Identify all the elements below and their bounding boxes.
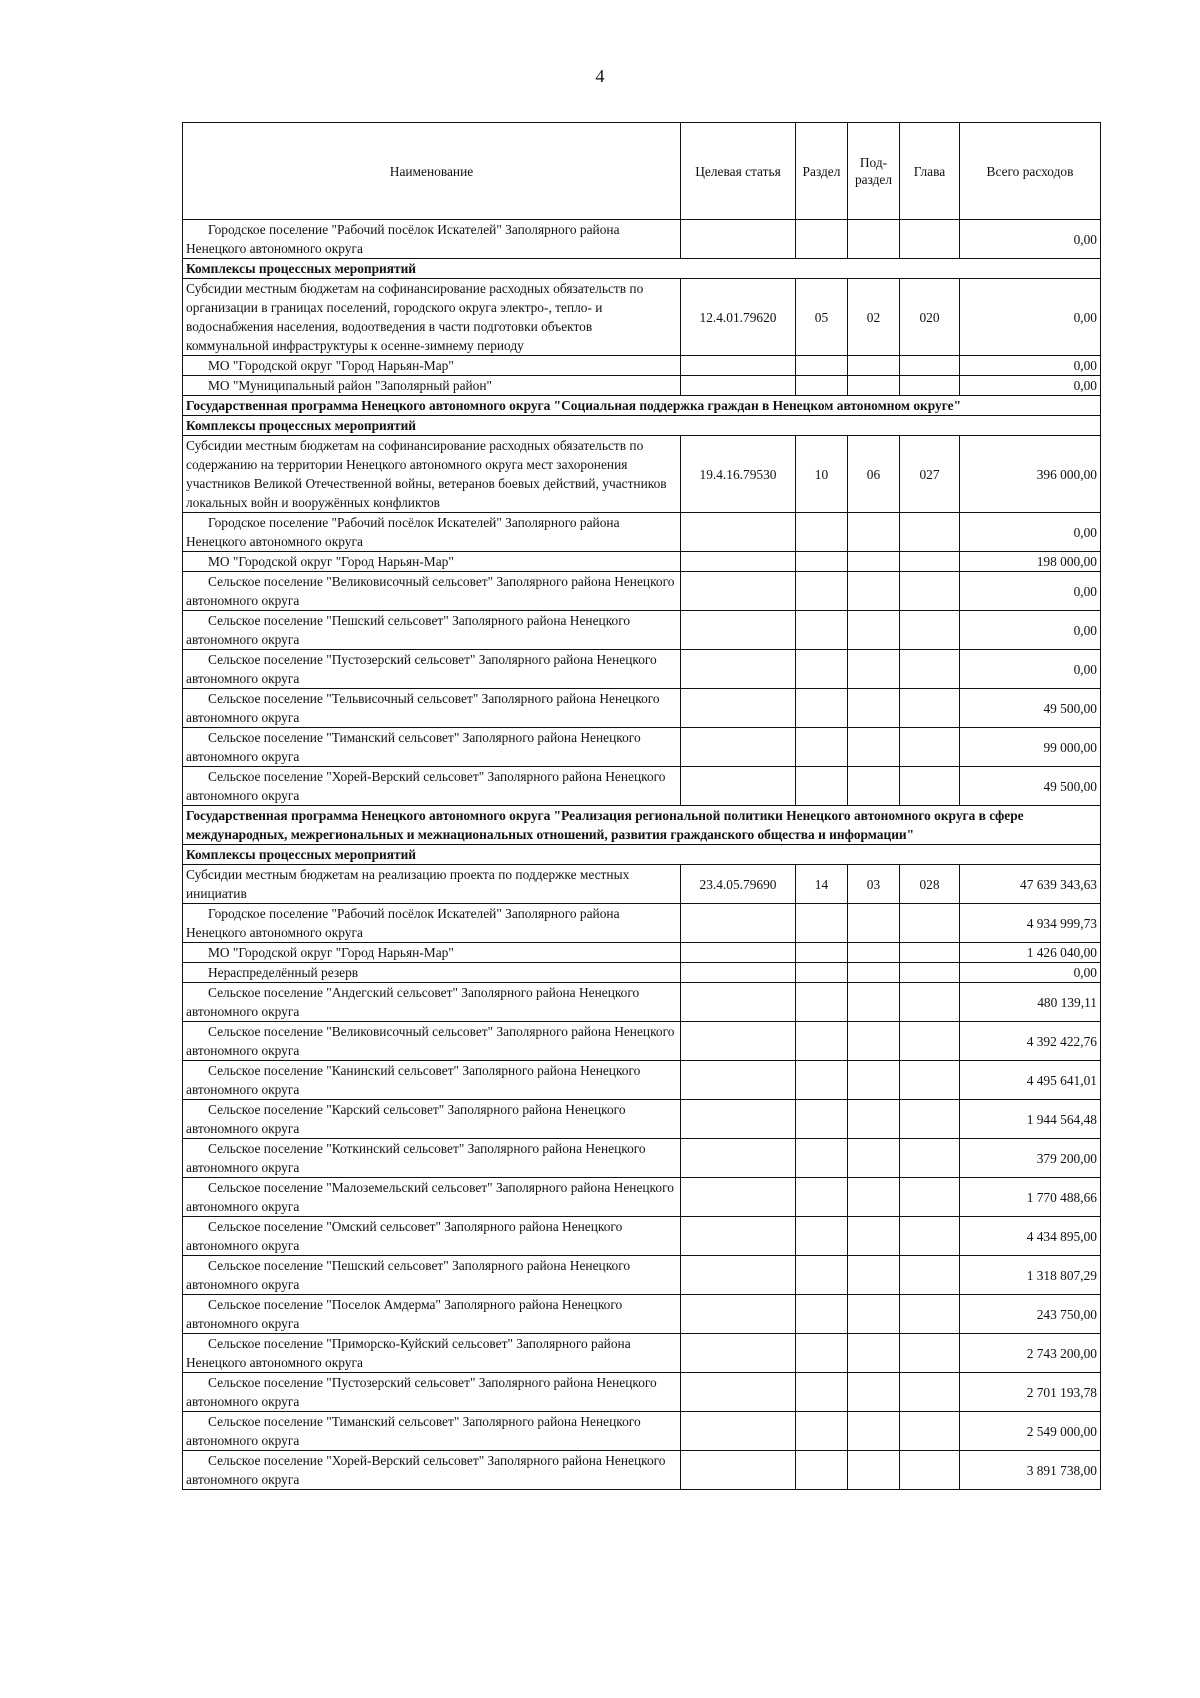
cell-subsection: 06 bbox=[848, 436, 900, 513]
section-header-text: Комплексы процессных мероприятий bbox=[183, 259, 1101, 279]
section-header-text: Комплексы процессных мероприятий bbox=[183, 416, 1101, 436]
cell-target bbox=[681, 943, 796, 963]
table-row bbox=[183, 1139, 1101, 1178]
cell-total: 1 426 040,00 bbox=[960, 943, 1101, 963]
cell-subsection bbox=[848, 1256, 900, 1295]
table-row bbox=[183, 689, 1101, 728]
cell-section bbox=[796, 356, 848, 376]
budget-table bbox=[182, 122, 1101, 1490]
cell-target bbox=[681, 1256, 796, 1295]
cell-subsection bbox=[848, 1373, 900, 1412]
cell-total: 0,00 bbox=[960, 376, 1101, 396]
cell-target bbox=[681, 904, 796, 943]
cell-target: 12.4.01.79620 bbox=[681, 279, 796, 356]
cell-chapter bbox=[900, 650, 960, 689]
cell-section bbox=[796, 1295, 848, 1334]
table-row bbox=[183, 650, 1101, 689]
cell-chapter bbox=[900, 1061, 960, 1100]
cell-name: Сельское поселение "Тельвисочный сельсовет" Заполярного района Ненецкого автономного округа bbox=[183, 689, 681, 728]
cell-total: 1 770 488,66 bbox=[960, 1178, 1101, 1217]
cell-section bbox=[796, 220, 848, 259]
cell-target bbox=[681, 611, 796, 650]
table-row bbox=[183, 376, 1101, 396]
cell-chapter bbox=[900, 1100, 960, 1139]
col-header-name: Наименование bbox=[183, 123, 681, 220]
section-header-text: Государственная программа Ненецкого автономного округа "Реализация региональной политики Ненецкого автономного округа в сфере международных, межрегиональных и межнациональных отношений, развития гражданского общества и информации" bbox=[183, 806, 1101, 845]
table-row bbox=[183, 1061, 1101, 1100]
cell-subsection bbox=[848, 904, 900, 943]
cell-chapter bbox=[900, 728, 960, 767]
cell-total: 4 392 422,76 bbox=[960, 1022, 1101, 1061]
cell-name: Сельское поселение "Пешский сельсовет" Заполярного района Ненецкого автономного округа bbox=[183, 611, 681, 650]
table-row bbox=[183, 552, 1101, 572]
cell-subsection bbox=[848, 1412, 900, 1451]
col-header-subsection: Под-раздел bbox=[848, 123, 900, 220]
col-header-chapter: Глава bbox=[900, 123, 960, 220]
cell-subsection bbox=[848, 1139, 900, 1178]
cell-target bbox=[681, 689, 796, 728]
cell-chapter bbox=[900, 767, 960, 806]
cell-name: Субсидии местным бюджетам на софинансирование расходных обязательств по организации в границах поселений, городского округа электро-, тепло- и водоснабжения населения, водоотведения в части подготовки объектов коммунальной инфраструктуры к осенне-зимнему периоду bbox=[183, 279, 681, 356]
cell-total: 2 743 200,00 bbox=[960, 1334, 1101, 1373]
cell-chapter bbox=[900, 1217, 960, 1256]
table-row bbox=[183, 1412, 1101, 1451]
cell-section bbox=[796, 689, 848, 728]
cell-name: Сельское поселение "Пустозерский сельсовет" Заполярного района Ненецкого автономного округа bbox=[183, 650, 681, 689]
cell-total: 49 500,00 bbox=[960, 767, 1101, 806]
cell-name: Сельское поселение "Коткинский сельсовет" Заполярного района Ненецкого автономного округа bbox=[183, 1139, 681, 1178]
cell-total: 1 318 807,29 bbox=[960, 1256, 1101, 1295]
cell-target: 23.4.05.79690 bbox=[681, 865, 796, 904]
table-row bbox=[183, 983, 1101, 1022]
table-row bbox=[183, 220, 1101, 259]
table-row bbox=[183, 1022, 1101, 1061]
cell-chapter bbox=[900, 983, 960, 1022]
cell-name: Городское поселение "Рабочий посёлок Искателей" Заполярного района Ненецкого автономного округа bbox=[183, 513, 681, 552]
cell-chapter bbox=[900, 220, 960, 259]
cell-target bbox=[681, 1373, 796, 1412]
table-row bbox=[183, 1100, 1101, 1139]
page-number: 4 bbox=[595, 66, 605, 86]
cell-subsection bbox=[848, 963, 900, 983]
cell-name: Сельское поселение "Тиманский сельсовет" Заполярного района Ненецкого автономного округа bbox=[183, 728, 681, 767]
table-row bbox=[183, 865, 1101, 904]
cell-section bbox=[796, 376, 848, 396]
cell-section bbox=[796, 552, 848, 572]
cell-section bbox=[796, 1061, 848, 1100]
cell-name: Сельское поселение "Великовисочный сельсовет" Заполярного района Ненецкого автономного округа bbox=[183, 572, 681, 611]
cell-target bbox=[681, 1295, 796, 1334]
cell-total: 0,00 bbox=[960, 279, 1101, 356]
table-row bbox=[183, 611, 1101, 650]
cell-total: 480 139,11 bbox=[960, 983, 1101, 1022]
cell-subsection bbox=[848, 356, 900, 376]
table-row bbox=[183, 1256, 1101, 1295]
cell-section bbox=[796, 1451, 848, 1490]
cell-total: 3 891 738,00 bbox=[960, 1451, 1101, 1490]
table-row bbox=[183, 436, 1101, 513]
cell-total: 379 200,00 bbox=[960, 1139, 1101, 1178]
cell-total: 0,00 bbox=[960, 572, 1101, 611]
cell-name: Сельское поселение "Андегский сельсовет" Заполярного района Ненецкого автономного округа bbox=[183, 983, 681, 1022]
cell-subsection bbox=[848, 1178, 900, 1217]
cell-subsection bbox=[848, 1451, 900, 1490]
cell-target bbox=[681, 983, 796, 1022]
cell-total: 243 750,00 bbox=[960, 1295, 1101, 1334]
cell-chapter bbox=[900, 356, 960, 376]
cell-subsection bbox=[848, 1217, 900, 1256]
table-row bbox=[183, 572, 1101, 611]
table-row bbox=[183, 356, 1101, 376]
cell-target bbox=[681, 1334, 796, 1373]
cell-section: 05 bbox=[796, 279, 848, 356]
cell-subsection bbox=[848, 513, 900, 552]
cell-section bbox=[796, 1178, 848, 1217]
cell-subsection bbox=[848, 1295, 900, 1334]
section-header-row bbox=[183, 806, 1101, 845]
cell-name: Городское поселение "Рабочий посёлок Искателей" Заполярного района Ненецкого автономного округа bbox=[183, 904, 681, 943]
cell-name: Сельское поселение "Пешский сельсовет" Заполярного района Ненецкого автономного округа bbox=[183, 1256, 681, 1295]
table-row bbox=[183, 1178, 1101, 1217]
cell-subsection: 03 bbox=[848, 865, 900, 904]
cell-section bbox=[796, 943, 848, 963]
cell-section bbox=[796, 1373, 848, 1412]
cell-subsection bbox=[848, 767, 900, 806]
cell-target bbox=[681, 650, 796, 689]
table-row bbox=[183, 1334, 1101, 1373]
col-header-target: Целевая статья bbox=[681, 123, 796, 220]
cell-chapter bbox=[900, 1139, 960, 1178]
cell-name: Сельское поселение "Хорей-Верский сельсовет" Заполярного района Ненецкого автономного округа bbox=[183, 1451, 681, 1490]
table-row bbox=[183, 767, 1101, 806]
cell-total: 0,00 bbox=[960, 963, 1101, 983]
cell-chapter bbox=[900, 572, 960, 611]
cell-section bbox=[796, 728, 848, 767]
cell-target: 19.4.16.79530 bbox=[681, 436, 796, 513]
cell-section bbox=[796, 1139, 848, 1178]
cell-chapter bbox=[900, 1334, 960, 1373]
cell-subsection bbox=[848, 611, 900, 650]
section-header-row bbox=[183, 845, 1101, 865]
cell-chapter bbox=[900, 1256, 960, 1295]
cell-total: 4 934 999,73 bbox=[960, 904, 1101, 943]
cell-name: Сельское поселение "Тиманский сельсовет" Заполярного района Ненецкого автономного округа bbox=[183, 1412, 681, 1451]
cell-section bbox=[796, 1256, 848, 1295]
cell-section bbox=[796, 1022, 848, 1061]
cell-total: 47 639 343,63 bbox=[960, 865, 1101, 904]
cell-name: МО "Городской округ "Город Нарьян-Мар" bbox=[183, 552, 681, 572]
cell-section bbox=[796, 767, 848, 806]
cell-chapter bbox=[900, 904, 960, 943]
cell-target bbox=[681, 1139, 796, 1178]
cell-subsection bbox=[848, 376, 900, 396]
cell-total: 99 000,00 bbox=[960, 728, 1101, 767]
cell-total: 4 434 895,00 bbox=[960, 1217, 1101, 1256]
cell-chapter bbox=[900, 689, 960, 728]
cell-section bbox=[796, 983, 848, 1022]
cell-target bbox=[681, 1022, 796, 1061]
cell-target bbox=[681, 767, 796, 806]
table-row bbox=[183, 728, 1101, 767]
section-header-row bbox=[183, 259, 1101, 279]
table-header-row bbox=[183, 123, 1101, 220]
table-row bbox=[183, 963, 1101, 983]
cell-subsection bbox=[848, 728, 900, 767]
cell-chapter: 028 bbox=[900, 865, 960, 904]
cell-chapter bbox=[900, 1412, 960, 1451]
cell-name: Субсидии местным бюджетам на реализацию проекта по поддержке местных инициатив bbox=[183, 865, 681, 904]
section-header-row bbox=[183, 416, 1101, 436]
cell-total: 0,00 bbox=[960, 356, 1101, 376]
cell-subsection: 02 bbox=[848, 279, 900, 356]
cell-subsection bbox=[848, 1100, 900, 1139]
cell-chapter bbox=[900, 963, 960, 983]
cell-chapter bbox=[900, 552, 960, 572]
cell-chapter bbox=[900, 1295, 960, 1334]
cell-total: 0,00 bbox=[960, 611, 1101, 650]
cell-target bbox=[681, 552, 796, 572]
cell-target bbox=[681, 963, 796, 983]
table-row bbox=[183, 279, 1101, 356]
cell-section: 14 bbox=[796, 865, 848, 904]
cell-target bbox=[681, 1100, 796, 1139]
cell-total: 4 495 641,01 bbox=[960, 1061, 1101, 1100]
cell-target bbox=[681, 1217, 796, 1256]
cell-subsection bbox=[848, 1022, 900, 1061]
cell-total: 198 000,00 bbox=[960, 552, 1101, 572]
cell-target bbox=[681, 376, 796, 396]
cell-name: Городское поселение "Рабочий посёлок Искателей" Заполярного района Ненецкого автономного округа bbox=[183, 220, 681, 259]
cell-chapter bbox=[900, 376, 960, 396]
cell-subsection bbox=[848, 689, 900, 728]
table-row bbox=[183, 943, 1101, 963]
section-header-text: Комплексы процессных мероприятий bbox=[183, 845, 1101, 865]
cell-chapter bbox=[900, 513, 960, 552]
cell-subsection bbox=[848, 1061, 900, 1100]
section-header-row bbox=[183, 396, 1101, 416]
cell-subsection bbox=[848, 983, 900, 1022]
cell-section bbox=[796, 1217, 848, 1256]
cell-subsection bbox=[848, 1334, 900, 1373]
cell-total: 2 701 193,78 bbox=[960, 1373, 1101, 1412]
cell-chapter bbox=[900, 1373, 960, 1412]
cell-subsection bbox=[848, 650, 900, 689]
table-row bbox=[183, 904, 1101, 943]
cell-name: Сельское поселение "Малоземельский сельсовет" Заполярного района Ненецкого автономного округа bbox=[183, 1178, 681, 1217]
table-row bbox=[183, 1451, 1101, 1490]
cell-name: Сельское поселение "Канинский сельсовет" Заполярного района Ненецкого автономного округа bbox=[183, 1061, 681, 1100]
cell-total: 0,00 bbox=[960, 513, 1101, 552]
cell-section bbox=[796, 963, 848, 983]
cell-chapter: 027 bbox=[900, 436, 960, 513]
cell-name: МО "Городской округ "Город Нарьян-Мар" bbox=[183, 943, 681, 963]
cell-total: 49 500,00 bbox=[960, 689, 1101, 728]
cell-subsection bbox=[848, 220, 900, 259]
cell-name: Субсидии местным бюджетам на софинансирование расходных обязательств по содержанию на территории Ненецкого автономного округа мест захоронения участников Великой Отечественной войны, ветеранов боевых действий, участников локальных войн и вооружённых конфликтов bbox=[183, 436, 681, 513]
cell-name: Сельское поселение "Поселок Амдерма" Заполярного района Ненецкого автономного округа bbox=[183, 1295, 681, 1334]
cell-target bbox=[681, 356, 796, 376]
cell-chapter bbox=[900, 1178, 960, 1217]
cell-chapter bbox=[900, 1451, 960, 1490]
cell-chapter bbox=[900, 1022, 960, 1061]
table-row bbox=[183, 1295, 1101, 1334]
col-header-total: Всего расходов bbox=[960, 123, 1101, 220]
cell-chapter bbox=[900, 611, 960, 650]
cell-target bbox=[681, 1178, 796, 1217]
cell-section bbox=[796, 572, 848, 611]
cell-section bbox=[796, 513, 848, 552]
cell-name: Сельское поселение "Омский сельсовет" Заполярного района Ненецкого автономного округа bbox=[183, 1217, 681, 1256]
cell-target bbox=[681, 572, 796, 611]
col-header-section: Раздел bbox=[796, 123, 848, 220]
cell-name: МО "Городской округ "Город Нарьян-Мар" bbox=[183, 356, 681, 376]
cell-chapter bbox=[900, 943, 960, 963]
table-body bbox=[183, 220, 1101, 1490]
table-row bbox=[183, 1217, 1101, 1256]
cell-target bbox=[681, 1061, 796, 1100]
cell-target bbox=[681, 1451, 796, 1490]
cell-target bbox=[681, 728, 796, 767]
cell-target bbox=[681, 220, 796, 259]
cell-target bbox=[681, 1412, 796, 1451]
cell-section bbox=[796, 1100, 848, 1139]
cell-section bbox=[796, 904, 848, 943]
cell-total: 2 549 000,00 bbox=[960, 1412, 1101, 1451]
cell-section bbox=[796, 1334, 848, 1373]
cell-name: МО "Муниципальный район "Заполярный район" bbox=[183, 376, 681, 396]
table-row bbox=[183, 513, 1101, 552]
cell-name: Сельское поселение "Пустозерский сельсовет" Заполярного района Ненецкого автономного округа bbox=[183, 1373, 681, 1412]
cell-name: Нераспределённый резерв bbox=[183, 963, 681, 983]
cell-total: 396 000,00 bbox=[960, 436, 1101, 513]
section-header-text: Государственная программа Ненецкого автономного округа "Социальная поддержка граждан в Ненецком автономном округе" bbox=[183, 396, 1101, 416]
cell-total: 0,00 bbox=[960, 220, 1101, 259]
cell-name: Сельское поселение "Карский сельсовет" Заполярного района Ненецкого автономного округа bbox=[183, 1100, 681, 1139]
cell-chapter: 020 bbox=[900, 279, 960, 356]
table-row bbox=[183, 1373, 1101, 1412]
cell-subsection bbox=[848, 552, 900, 572]
cell-section bbox=[796, 1412, 848, 1451]
cell-section: 10 bbox=[796, 436, 848, 513]
cell-total: 0,00 bbox=[960, 650, 1101, 689]
cell-subsection bbox=[848, 943, 900, 963]
cell-name: Сельское поселение "Великовисочный сельсовет" Заполярного района Ненецкого автономного округа bbox=[183, 1022, 681, 1061]
cell-name: Сельское поселение "Приморско-Куйский сельсовет" Заполярного района Ненецкого автономного округа bbox=[183, 1334, 681, 1373]
cell-target bbox=[681, 513, 796, 552]
cell-subsection bbox=[848, 572, 900, 611]
cell-total: 1 944 564,48 bbox=[960, 1100, 1101, 1139]
cell-section bbox=[796, 650, 848, 689]
cell-name: Сельское поселение "Хорей-Верский сельсовет" Заполярного района Ненецкого автономного округа bbox=[183, 767, 681, 806]
cell-section bbox=[796, 611, 848, 650]
